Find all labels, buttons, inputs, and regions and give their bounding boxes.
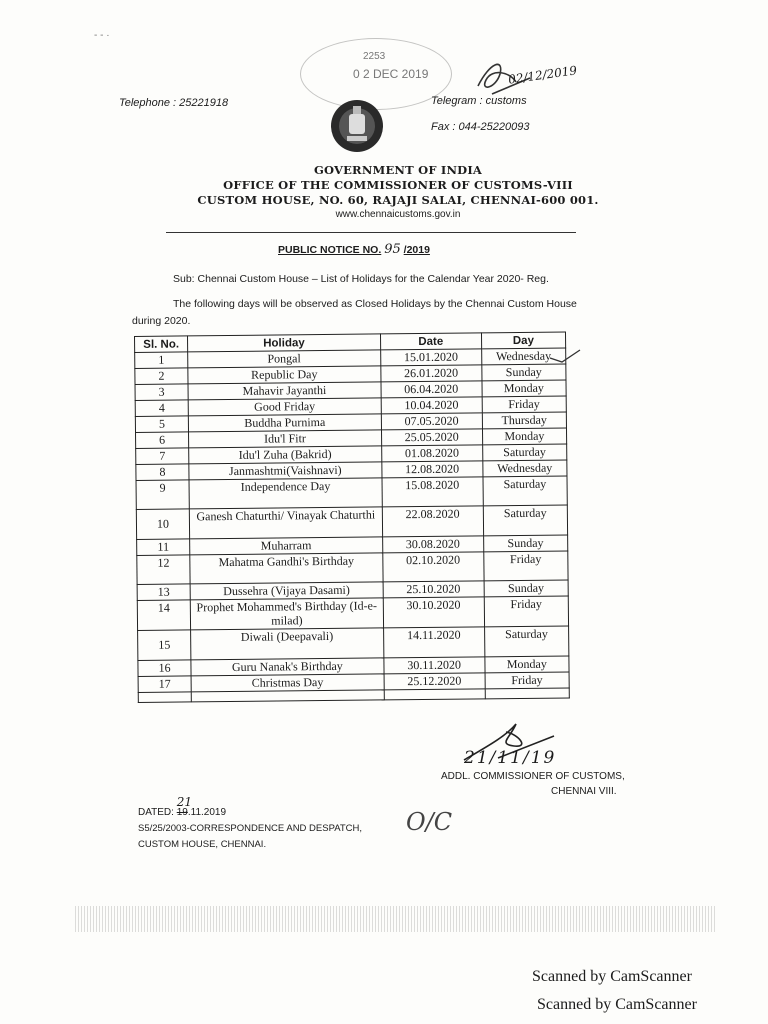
day-cell: Saturday bbox=[484, 626, 569, 657]
day-cell: Friday bbox=[485, 672, 570, 689]
notice-prefix: PUBLIC NOTICE NO. bbox=[278, 244, 382, 256]
dated-label: DATED: bbox=[138, 807, 174, 818]
dated-line bbox=[138, 795, 227, 818]
holiday-cell: Republic Day bbox=[188, 366, 381, 384]
dated-rest: .11.2019 bbox=[187, 807, 227, 818]
header-date: Date bbox=[380, 333, 481, 350]
sl-cell: 5 bbox=[135, 416, 188, 433]
day-cell: Sunday bbox=[484, 580, 569, 597]
date-cell: 06.04.2020 bbox=[381, 381, 482, 398]
holiday-cell: Idu'l Fitr bbox=[189, 430, 382, 448]
scan-edge-noise bbox=[75, 906, 715, 932]
sl-cell: 6 bbox=[136, 432, 189, 449]
header-day: Day bbox=[481, 332, 566, 349]
org-line-2: OFFICE OF THE COMMISSIONER OF CUSTOMS-VIII bbox=[223, 178, 573, 192]
dated-day-struck: 19 bbox=[176, 807, 188, 818]
sl-cell: 8 bbox=[136, 464, 189, 481]
telephone: Telephone : 25221918 bbox=[119, 97, 229, 109]
sl-cell: 1 bbox=[135, 352, 188, 369]
sl-cell: 15 bbox=[138, 630, 191, 661]
scan-marks: - - · bbox=[94, 30, 110, 41]
day-cell: Sunday bbox=[481, 364, 566, 381]
date-cell: 07.05.2020 bbox=[381, 413, 482, 430]
date-cell: 25.12.2020 bbox=[384, 673, 485, 690]
holiday-cell: Muharram bbox=[190, 537, 383, 555]
handwritten-note: O/C bbox=[406, 808, 453, 836]
table-row bbox=[136, 476, 567, 510]
holiday-cell: Guru Nanak's Birthday bbox=[191, 658, 384, 676]
date-cell: 26.01.2020 bbox=[381, 365, 482, 382]
header-divider bbox=[166, 232, 576, 233]
camscanner-watermark-2: Scanned by CamScanner bbox=[537, 996, 697, 1013]
day-cell: Friday bbox=[484, 596, 569, 627]
notice-subject: Sub: Chennai Custom House – List of Holidays for the Calendar Year 2020- Reg. bbox=[173, 273, 549, 285]
camscanner-watermark-1: Scanned by CamScanner bbox=[532, 968, 692, 985]
day-cell: Friday bbox=[482, 396, 567, 413]
dated-day bbox=[176, 795, 192, 818]
holiday-cell: Diwali (Deepavali) bbox=[191, 628, 384, 660]
holiday-cell: Mahavir Jayanthi bbox=[188, 382, 381, 400]
day-cell: Saturday bbox=[482, 444, 567, 461]
dated-day-handwritten: 21 bbox=[176, 795, 192, 809]
holiday-cell: Independence Day bbox=[189, 478, 382, 509]
holiday-cell: Pongal bbox=[188, 350, 381, 368]
date-cell: 25.10.2020 bbox=[383, 581, 484, 598]
government-emblem bbox=[329, 98, 385, 154]
reference-line-2: CUSTOM HOUSE, CHENNAI. bbox=[138, 839, 267, 850]
check-mark-icon bbox=[548, 346, 584, 368]
holiday-cell: Idu'l Zuha (Bakrid) bbox=[189, 446, 382, 464]
date-cell: 02.10.2020 bbox=[382, 552, 483, 582]
holiday-cell: Mahatma Gandhi's Birthday bbox=[190, 553, 383, 584]
date-cell: 22.08.2020 bbox=[382, 506, 483, 537]
date-cell: 25.05.2020 bbox=[381, 429, 482, 446]
date-cell: 30.10.2020 bbox=[383, 597, 484, 628]
table-row bbox=[138, 626, 569, 661]
holiday-cell: Buddha Purnima bbox=[188, 414, 381, 432]
holiday-cell: Dussehra (Vijaya Dasami) bbox=[190, 582, 383, 600]
received-date-handwritten: 02/12/2019 bbox=[507, 63, 578, 87]
date-cell: 12.08.2020 bbox=[382, 461, 483, 478]
sl-cell: 14 bbox=[137, 600, 190, 631]
sl-cell: 4 bbox=[135, 400, 188, 417]
sl-cell: 17 bbox=[138, 676, 191, 693]
sl-cell: 11 bbox=[137, 539, 190, 556]
day-cell: Wednesday bbox=[482, 460, 567, 477]
sl-cell: 10 bbox=[136, 509, 189, 540]
holiday-cell: Good Friday bbox=[188, 398, 381, 416]
header-holiday: Holiday bbox=[188, 334, 381, 352]
org-line-1: GOVERNMENT OF INDIA bbox=[313, 163, 483, 177]
telegram: Telegram : customs bbox=[431, 95, 527, 107]
fax: Fax : 044-25220093 bbox=[431, 121, 530, 133]
date-cell: 30.08.2020 bbox=[382, 536, 483, 553]
day-cell: Saturday bbox=[483, 476, 568, 506]
holiday-cell: Christmas Day bbox=[191, 674, 384, 692]
header-sl-no: Sl. No. bbox=[135, 336, 188, 353]
sl-cell: 2 bbox=[135, 368, 188, 385]
holiday-cell: Prophet Mohammed's Birthday (Id-e-milad) bbox=[190, 598, 383, 630]
notice-intro-line-2: during 2020. bbox=[132, 315, 191, 327]
day-cell: Monday bbox=[482, 428, 567, 445]
day-cell: Wednesday bbox=[481, 348, 566, 365]
table-row bbox=[136, 505, 567, 540]
signature-date-handwritten: 21/11/19 bbox=[464, 748, 557, 768]
website: www.chennaicustoms.gov.in bbox=[335, 209, 461, 220]
sl-cell: 9 bbox=[136, 480, 189, 510]
stamp-number: 2253 bbox=[363, 51, 386, 62]
day-cell: Monday bbox=[485, 656, 570, 673]
date-cell: 14.11.2020 bbox=[383, 627, 484, 658]
day-cell: Monday bbox=[482, 380, 567, 397]
day-cell: Sunday bbox=[483, 535, 568, 552]
notice-suffix: /2019 bbox=[403, 244, 430, 256]
sl-cell: 7 bbox=[136, 448, 189, 465]
date-cell: 10.04.2020 bbox=[381, 397, 482, 414]
table-row bbox=[137, 596, 568, 631]
org-line-3: CUSTOM HOUSE, NO. 60, RAJAJI SALAI, CHENNAI-600 001. bbox=[197, 193, 599, 207]
date-cell: 15.08.2020 bbox=[382, 477, 483, 507]
day-cell: Thursday bbox=[482, 412, 567, 429]
designation-line-1: ADDL. COMMISSIONER OF CUSTOMS, bbox=[441, 771, 625, 782]
date-cell: 01.08.2020 bbox=[381, 445, 482, 462]
sl-cell: 13 bbox=[137, 584, 190, 601]
sl-cell: 16 bbox=[138, 660, 191, 677]
public-notice-number bbox=[278, 242, 430, 257]
holiday-table bbox=[134, 331, 570, 703]
stamp-date: 0 2 DEC 2019 bbox=[353, 67, 429, 81]
table-row bbox=[137, 551, 568, 585]
day-cell: Friday bbox=[483, 551, 568, 581]
holiday-cell: Ganesh Chaturthi/ Vinayak Chaturthi bbox=[189, 507, 382, 539]
reference-line-1: S5/25/2003-CORRESPONDENCE AND DESPATCH, bbox=[138, 823, 363, 834]
holiday-cell: Janmashtmi(Vaishnavi) bbox=[189, 462, 382, 480]
sl-cell: 12 bbox=[137, 555, 190, 585]
date-cell: 30.11.2020 bbox=[384, 657, 485, 674]
notice-intro-line-1: The following days will be observed as Closed Holidays by the Chennai Custom House bbox=[173, 298, 577, 310]
notice-number-handwritten: 95 bbox=[384, 242, 401, 257]
day-cell: Saturday bbox=[483, 505, 568, 536]
date-cell: 15.01.2020 bbox=[380, 349, 481, 366]
designation-line-2: CHENNAI VIII. bbox=[551, 786, 617, 797]
sl-cell: 3 bbox=[135, 384, 188, 401]
